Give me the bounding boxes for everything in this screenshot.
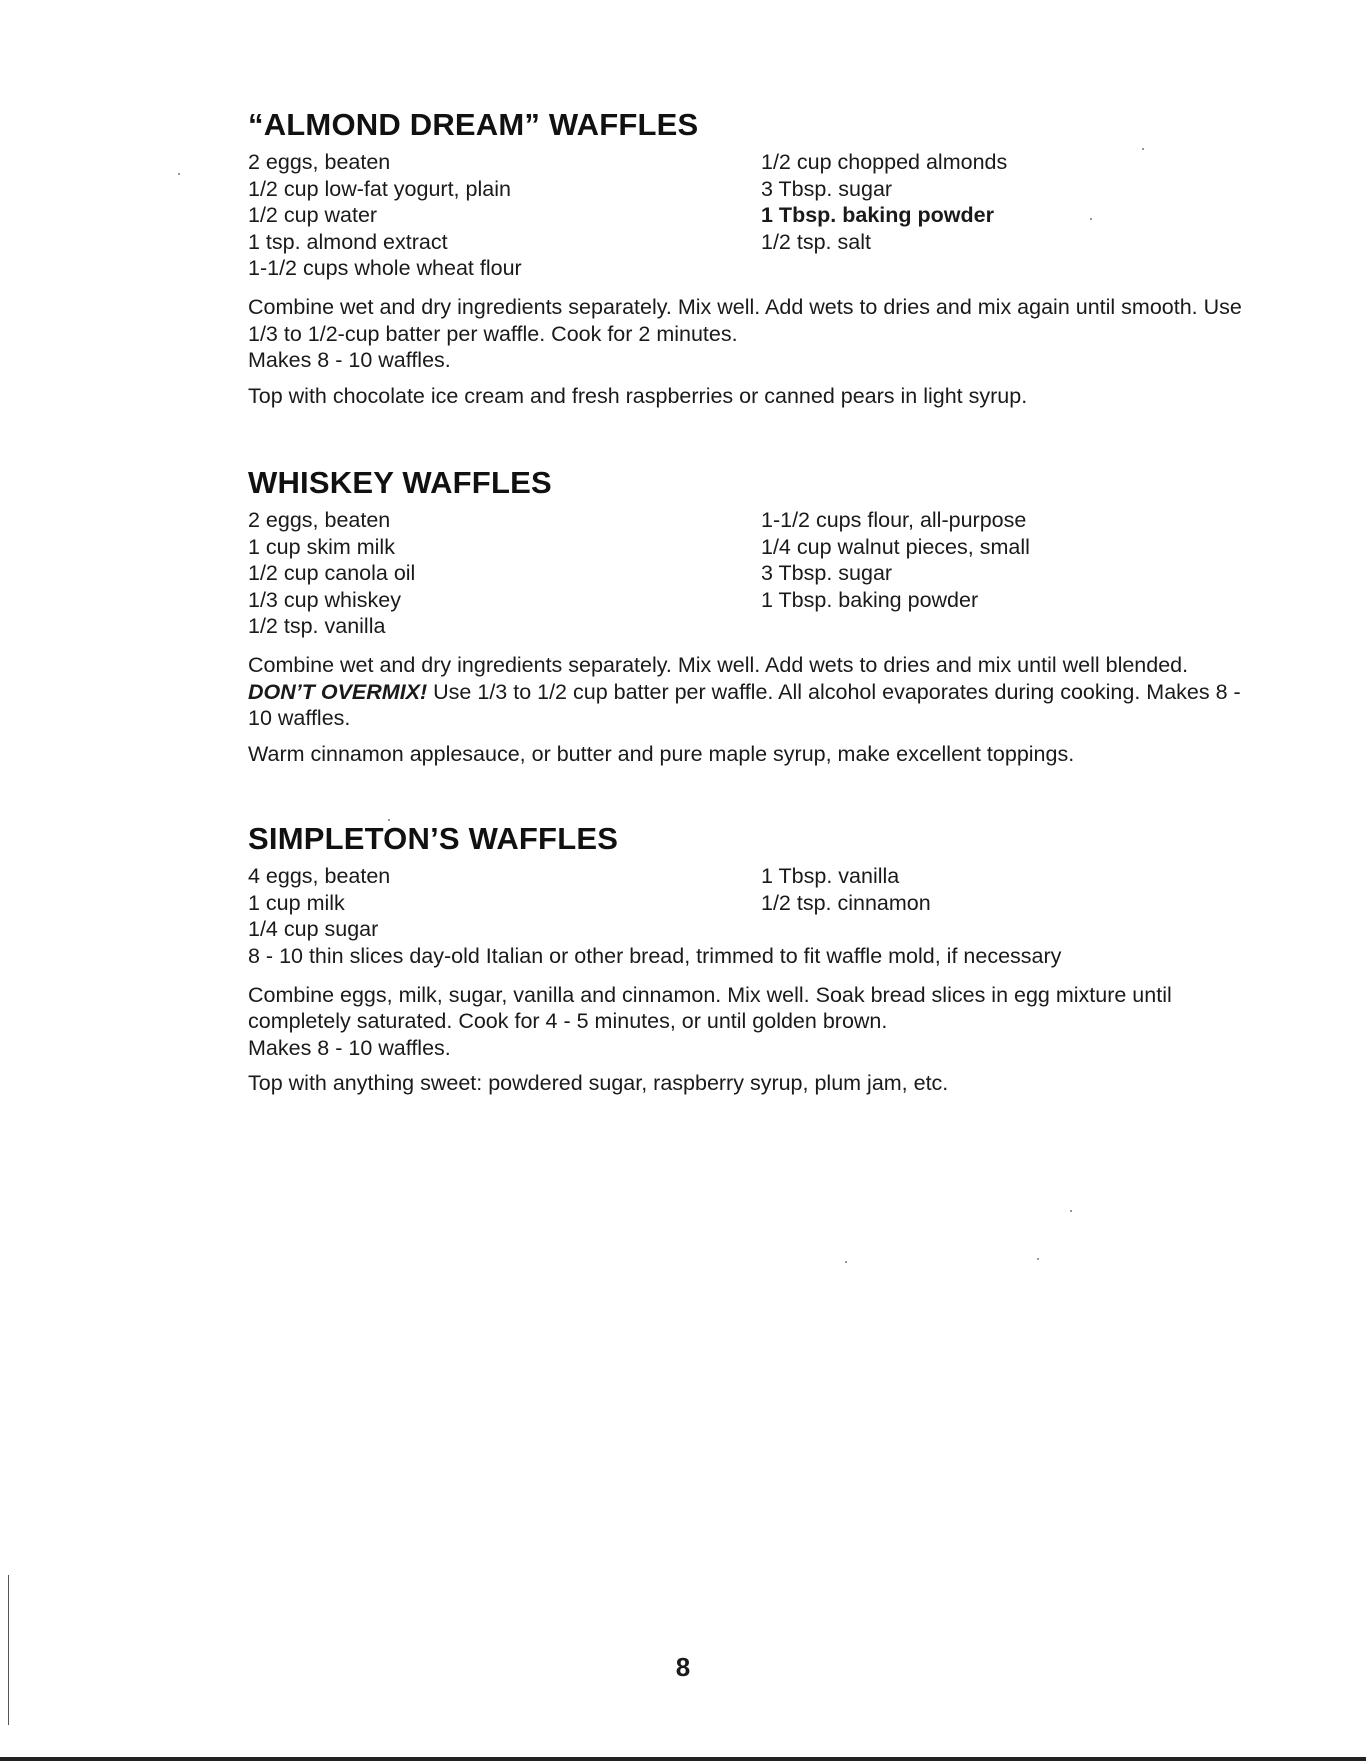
ingredient-item: 4 eggs, beaten [248,864,391,888]
directions-block [248,294,1248,409]
scan-speck [1070,1210,1072,1212]
ingredient-item: 2 eggs, beaten [248,150,391,174]
ingredients-left-column [248,149,748,282]
ingredient-item: 1/2 cup low-fat yogurt, plain [248,176,511,201]
yield: Makes 8 - 10 waffles. [248,348,451,372]
scan-speck [1090,218,1092,220]
ingredient-item: 1 cup milk [248,890,345,915]
directions-end: Use 1/3 to 1/2 cup batter per waffle. All alcohol evaporates during cooking. Makes 8 - 10 waffles. [248,679,1241,730]
recipe-simpleton [248,821,1248,1097]
ingredients-right-column [761,507,1241,613]
recipe-almond-dream [248,107,1248,409]
directions: Combine wet and dry ingredients separately. Mix well. Add wets to dries and mix again until smooth. Use 1/3 to 1/2-cup batter per waffle. Cook for 2 minutes. [248,295,1242,346]
scan-bottom-edge [0,1757,1366,1761]
directions-text [248,652,1248,732]
scan-speck [178,173,180,175]
scan-speck [1037,1258,1039,1260]
overmix-warning: DON’T OVERMIX! [248,679,428,704]
ingredient-item: 1/2 cup chopped almonds [761,150,1008,174]
ingredient-item: 1/2 tsp. cinnamon [761,890,931,915]
directions-block [248,652,1248,767]
ingredient-list [248,149,1248,282]
recipe-title: WHISKEY WAFFLES [248,465,552,500]
ingredients-right-column [761,863,1241,916]
scan-speck [1142,148,1144,150]
directions-text [248,294,1248,374]
page-number: 8 [675,1652,691,1682]
recipe-title: “ALMOND DREAM” WAFFLES [248,107,699,142]
scan-margin-line [8,1575,9,1725]
ingredients-left-column [248,507,748,640]
ingredient-item: 1/4 cup sugar [248,917,379,941]
ingredient-item: 1 Tbsp. vanilla [761,864,900,888]
scan-speck [845,1261,847,1263]
ingredient-item: 8 - 10 thin slices day-old Italian or other bread, trimmed to fit waffle mold, if necessary [248,944,1062,968]
ingredient-item: 1-1/2 cups flour, all-purpose [761,508,1027,532]
serving-suggestion: Top with chocolate ice cream and fresh raspberries or canned pears in light syrup. [248,383,1028,408]
ingredient-item: 1-1/2 cups whole wheat flour [248,256,522,280]
ingredient-item: 3 Tbsp. sugar [761,561,893,585]
recipe-whiskey [248,465,1248,767]
directions-text [248,982,1248,1062]
ingredient-list [248,507,1248,640]
ingredients-left-column [248,863,748,943]
yield: Makes 8 - 10 waffles. [248,1035,451,1060]
ingredient-item: 1/3 cup whiskey [248,587,401,612]
ingredients-right-column [761,149,1241,255]
ingredient-item: 1/2 cup water [248,203,378,227]
ingredient-item: 1 Tbsp. baking powder [761,587,979,612]
ingredient-item: 2 eggs, beaten [248,508,391,532]
ingredient-item: 1 Tbsp. baking powder [761,203,994,227]
ingredient-item: 1 cup skim milk [248,534,395,559]
ingredient-item: 1/4 cup walnut pieces, small [761,534,1030,559]
directions-block [248,982,1248,1097]
ingredient-list [248,863,1248,943]
ingredient-item: 1/2 tsp. vanilla [248,614,386,638]
directions-start: Combine wet and dry ingredients separately. Mix well. Add wets to dries and mix until well blended. [248,653,1189,677]
scan-speck [388,819,390,821]
recipe-title: SIMPLETON’S WAFFLES [248,821,619,856]
ingredient-item: 1/2 cup canola oil [248,561,416,585]
ingredient-item: 3 Tbsp. sugar [761,176,893,201]
directions: Combine eggs, milk, sugar, vanilla and cinnamon. Mix well. Soak bread slices in egg mixture until completely saturated. Cook for 4 - 5 minutes, or until golden brown. [248,982,1172,1033]
serving-suggestion: Top with anything sweet: powdered sugar, raspberry syrup, plum jam, etc. [248,1071,949,1095]
ingredient-item: 1 tsp. almond extract [248,229,448,254]
ingredient-item: 1/2 tsp. salt [761,229,871,254]
serving-suggestion: Warm cinnamon applesauce, or butter and pure maple syrup, make excellent toppings. [248,741,1075,766]
